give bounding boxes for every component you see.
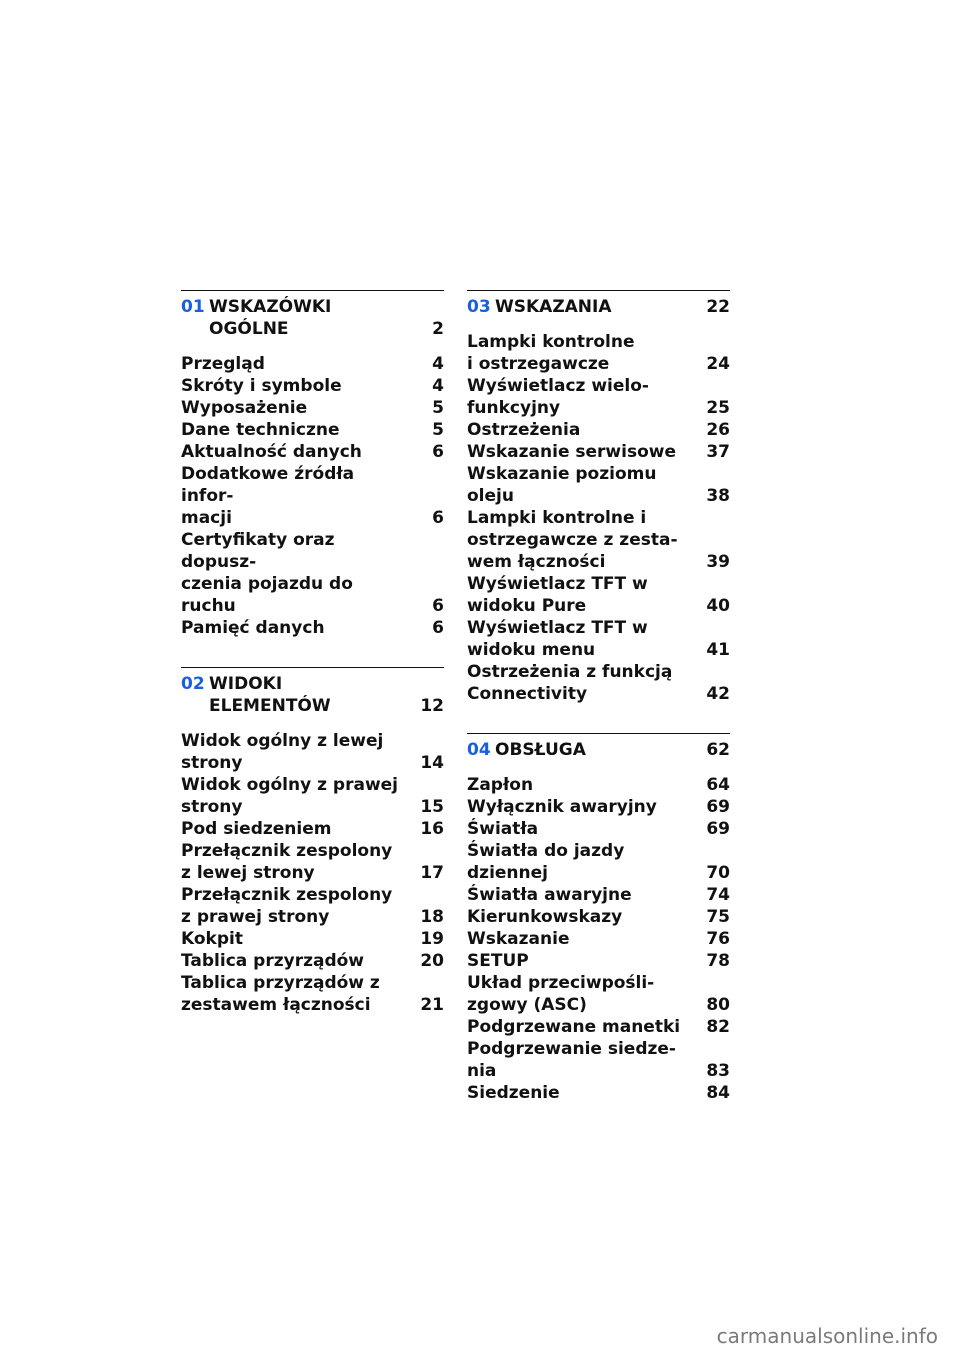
toc-entry[interactable]: [467, 419, 730, 441]
toc-entry-label: Dodatkowe źródła infor- macji: [181, 464, 355, 528]
toc-entry-label: Tablica przyrządów: [181, 951, 364, 971]
watermark: carmanualsonline.info: [716, 1324, 938, 1348]
toc-left-column: [181, 290, 444, 1016]
toc-entry-label: Zapłon: [467, 775, 534, 795]
section-number: 03: [467, 297, 491, 317]
section-gap: [181, 639, 444, 667]
toc-entry-label: Widok ogólny z prawej strony: [181, 775, 399, 817]
section-page-number: 62: [706, 740, 730, 760]
toc-section: [467, 290, 730, 705]
toc-entry[interactable]: [467, 818, 730, 840]
toc-entry-page: 14: [420, 753, 444, 773]
toc-entry[interactable]: [467, 1016, 730, 1038]
toc-entry[interactable]: [181, 419, 444, 441]
toc-entry[interactable]: [467, 375, 730, 419]
toc-entry-page: 24: [706, 354, 730, 374]
toc-entry-label: Skróty i symbole: [181, 376, 342, 396]
toc-entry-label: Lampki kontrolne i ostrzegawcze: [467, 332, 635, 374]
toc-entries: [467, 774, 730, 1104]
toc-entry-page: 19: [420, 929, 444, 949]
toc-entry-label: Ostrzeżenia: [467, 420, 581, 440]
toc-entry[interactable]: [181, 529, 444, 617]
toc-entry-label: Wskazanie poziomu oleju: [467, 464, 657, 506]
toc-entry-page: 39: [706, 552, 730, 572]
toc-entry-page: 76: [706, 929, 730, 949]
toc-entry-label: Kierunkowskazy: [467, 907, 623, 927]
section-title-text: WIDOKI: [209, 674, 283, 694]
section-title-line: [209, 318, 444, 340]
section-title-text: WSKAZANIA: [495, 297, 612, 317]
toc-entry-label: Wskazanie serwisowe: [467, 442, 676, 462]
toc-entry[interactable]: [467, 441, 730, 463]
section-page-number: 22: [706, 297, 730, 317]
toc-entry-label: Widok ogólny z lewej strony: [181, 731, 384, 773]
toc-entry-label: Tablica przyrządów z zestawem łączności: [181, 973, 380, 1015]
section-title-line: [495, 739, 730, 761]
toc-entry[interactable]: [181, 730, 444, 774]
toc-entry-label: SETUP: [467, 951, 529, 971]
toc-entry[interactable]: [467, 1038, 730, 1082]
toc-entry-label: Przełącznik zespolony z prawej strony: [181, 885, 393, 927]
toc-entry-label: Przełącznik zespolony z lewej strony: [181, 841, 393, 883]
section-title: [209, 296, 444, 340]
toc-entries: [467, 331, 730, 705]
toc-entry-label: Układ przeciwpośli- zgowy (ASC): [467, 973, 655, 1015]
toc-entry[interactable]: [467, 884, 730, 906]
toc-entry-page: 69: [706, 797, 730, 817]
toc-entry[interactable]: [467, 661, 730, 705]
section-title-line: [209, 695, 444, 717]
toc-entry-label: Wyświetlacz wielo- funkcyjny: [467, 376, 649, 418]
toc-entry-page: 38: [706, 486, 730, 506]
toc-entry-page: 37: [706, 442, 730, 462]
section-title-text: OBSŁUGA: [495, 740, 586, 760]
toc-entry-label: Wyświetlacz TFT w widoku Pure: [467, 574, 648, 616]
toc-entry-page: 75: [706, 907, 730, 927]
toc-entry[interactable]: [467, 573, 730, 617]
toc-entry-page: 74: [706, 885, 730, 905]
toc-entry-label: Światła awaryjne: [467, 885, 632, 905]
toc-section: [181, 290, 444, 639]
toc-entry-page: 69: [706, 819, 730, 839]
section-title-text: ELEMENTÓW: [209, 696, 331, 716]
toc-right-column: [467, 290, 730, 1104]
section-number: 01: [181, 297, 205, 317]
toc-entry[interactable]: [467, 906, 730, 928]
toc-entry-page: 15: [420, 797, 444, 817]
toc-entry[interactable]: [467, 950, 730, 972]
toc-entry-label: Certyfikaty oraz dopusz- czenia pojazdu do ruchu: [181, 530, 353, 616]
section-title-line: [495, 296, 730, 318]
toc-entry[interactable]: [181, 818, 444, 840]
section-number: 02: [181, 674, 205, 694]
toc-entry[interactable]: [181, 840, 444, 884]
toc-entry-page: 21: [420, 995, 444, 1015]
toc-entry[interactable]: [181, 617, 444, 639]
toc-entry[interactable]: [181, 774, 444, 818]
toc-entry[interactable]: [467, 463, 730, 507]
toc-entry[interactable]: [467, 774, 730, 796]
toc-entry[interactable]: [181, 972, 444, 1016]
section-page-number: 2: [432, 319, 444, 339]
toc-entry-page: 5: [432, 420, 444, 440]
toc-entry[interactable]: [467, 928, 730, 950]
toc-entry-page: 41: [706, 640, 730, 660]
toc-entry-label: Wyposażenie: [181, 398, 308, 418]
section-title: [495, 739, 730, 761]
toc-entry-label: Aktualność danych: [181, 442, 362, 462]
section-title: [495, 296, 730, 318]
toc-entry-label: Dane techniczne: [181, 420, 340, 440]
section-title-line: [209, 673, 444, 695]
toc-entry-page: 80: [706, 995, 730, 1015]
toc-entry-page: 70: [706, 863, 730, 883]
section-title-line: [209, 296, 444, 318]
toc-entry-label: Lampki kontrolne i ostrzegawcze z zesta- wem łączności: [467, 508, 678, 572]
toc-entry-page: 82: [706, 1017, 730, 1037]
toc-entries: [181, 730, 444, 1016]
toc-entry[interactable]: [181, 950, 444, 972]
toc-entry-page: 6: [432, 596, 444, 616]
toc-entry[interactable]: [181, 375, 444, 397]
toc-entry-label: Przegląd: [181, 354, 265, 374]
section-title-text: OGÓLNE: [209, 319, 289, 339]
toc-entry-page: 26: [706, 420, 730, 440]
toc-entry-page: 17: [420, 863, 444, 883]
toc-section: [181, 667, 444, 1016]
toc-entry[interactable]: [467, 972, 730, 1016]
toc-entry[interactable]: [467, 617, 730, 661]
toc-entry-page: 20: [420, 951, 444, 971]
toc-entry[interactable]: [467, 796, 730, 818]
toc-entry-label: Wyłącznik awaryjny: [467, 797, 657, 817]
toc-entry-page: 40: [706, 596, 730, 616]
toc-entry-page: 16: [420, 819, 444, 839]
toc-entry-page: 5: [432, 398, 444, 418]
toc-entry-label: Wskazanie: [467, 929, 570, 949]
toc-entries: [181, 353, 444, 639]
toc-entry-page: 83: [706, 1061, 730, 1081]
toc-entry[interactable]: [181, 441, 444, 463]
toc-entry-page: 6: [432, 618, 444, 638]
section-heading[interactable]: [181, 673, 444, 717]
section-title: [209, 673, 444, 717]
section-page-number: 12: [420, 696, 444, 716]
toc-entry-label: Światła do jazdy dziennej: [467, 841, 625, 883]
section-heading[interactable]: [467, 296, 730, 318]
toc-entry-label: Wyświetlacz TFT w widoku menu: [467, 618, 648, 660]
toc-entry[interactable]: [467, 840, 730, 884]
toc-entry[interactable]: [467, 1082, 730, 1104]
section-gap: [467, 705, 730, 733]
toc-entry-page: 6: [432, 508, 444, 528]
toc-entry[interactable]: [467, 507, 730, 573]
section-number: 04: [467, 740, 491, 760]
toc-entry-label: Kokpit: [181, 929, 243, 949]
toc-entry[interactable]: [181, 463, 444, 529]
toc-entry-page: 64: [706, 775, 730, 795]
toc-entry-label: Pamięć danych: [181, 618, 325, 638]
toc-entry-page: 18: [420, 907, 444, 927]
toc-entry-page: 78: [706, 951, 730, 971]
toc-entry-page: 4: [432, 354, 444, 374]
toc-entry[interactable]: [181, 353, 444, 375]
toc-entry-page: 25: [706, 398, 730, 418]
toc-entry-page: 6: [432, 442, 444, 462]
toc-entry-label: Światła: [467, 819, 539, 839]
section-heading[interactable]: [467, 739, 730, 761]
toc-entry-page: 84: [706, 1083, 730, 1103]
toc-entry[interactable]: [181, 397, 444, 419]
toc-entry-label: Podgrzewanie siedze- nia: [467, 1039, 676, 1081]
toc-entry[interactable]: [181, 928, 444, 950]
toc-section: [467, 733, 730, 1104]
toc-entry-label: Podgrzewane manetki: [467, 1017, 681, 1037]
toc-entry-page: 4: [432, 376, 444, 396]
toc-entry-label: Siedzenie: [467, 1083, 560, 1103]
toc-entry[interactable]: [467, 331, 730, 375]
section-heading[interactable]: [181, 296, 444, 340]
toc-entry-page: 42: [706, 684, 730, 704]
toc-entry[interactable]: [181, 884, 444, 928]
toc-entry-label: Pod siedzeniem: [181, 819, 332, 839]
section-title-text: WSKAZÓWKI: [209, 297, 332, 317]
toc-entry-label: Ostrzeżenia z funkcją Connectivity: [467, 662, 673, 704]
